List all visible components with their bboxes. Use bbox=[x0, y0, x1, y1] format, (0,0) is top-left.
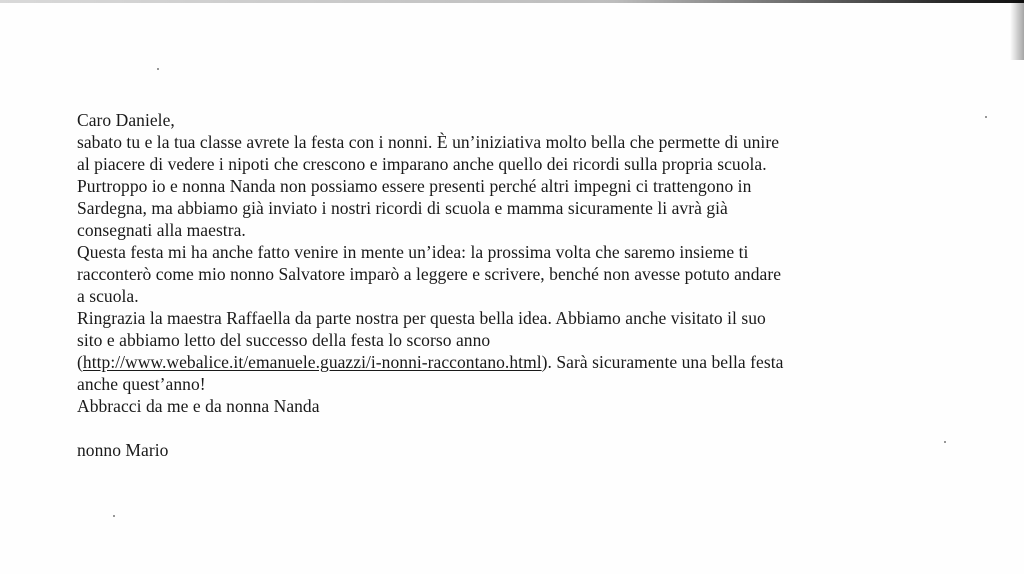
letter-line: sabato tu e la tua classe avrete la festa con i nonni. È un’iniziativa molto bella che permette di unire bbox=[77, 132, 780, 152]
link-line-tail: ). Sarà sicuramente una bella festa bbox=[541, 352, 784, 372]
letter-line: racconterò come mio nonno Salvatore imparò a leggere e scrivere, benché non avesse potuto andare bbox=[77, 264, 782, 284]
letter-closing: Abbracci da me e da nonna Nanda bbox=[77, 396, 320, 416]
letter-line: consegnati alla maestra. bbox=[77, 220, 246, 240]
letter-line: sito e abbiamo letto del successo della festa lo scorso anno bbox=[77, 330, 491, 350]
scan-speck bbox=[157, 68, 159, 70]
scan-top-edge bbox=[0, 0, 1024, 3]
letter-link-line bbox=[77, 351, 957, 373]
scan-speck bbox=[985, 116, 987, 118]
letter-line: al piacere di vedere i nipoti che crescono e imparano anche quello dei ricordi sulla propria scuola. bbox=[77, 154, 767, 174]
letter-body bbox=[77, 109, 957, 461]
letter-line: Questa festa mi ha anche fatto venire in mente un’idea: la prossima volta che saremo insieme ti bbox=[77, 242, 749, 262]
letter-line: Ringrazia la maestra Raffaella da parte nostra per questa bella idea. Abbiamo anche visitato il suo bbox=[77, 308, 766, 328]
open-paren: ( bbox=[77, 352, 83, 372]
website-link[interactable]: http://www.webalice.it/emanuele.guazzi/i-nonni-raccontano.html bbox=[82, 352, 542, 372]
letter-line: Sardegna, ma abbiamo già inviato i nostri ricordi di scuola e mamma sicuramente li avrà già bbox=[77, 198, 728, 218]
letter-signature: nonno Mario bbox=[77, 440, 169, 460]
letter-greeting: Caro Daniele, bbox=[77, 110, 175, 130]
letter-line: a scuola. bbox=[77, 286, 139, 306]
blank-line bbox=[77, 417, 957, 439]
scan-speck bbox=[113, 515, 115, 517]
letter-line: Purtroppo io e nonna Nanda non possiamo essere presenti perché altri impegni ci trattengono in bbox=[77, 176, 752, 196]
letter-line: anche quest’anno! bbox=[77, 374, 206, 394]
scan-corner-shadow bbox=[1010, 0, 1024, 60]
